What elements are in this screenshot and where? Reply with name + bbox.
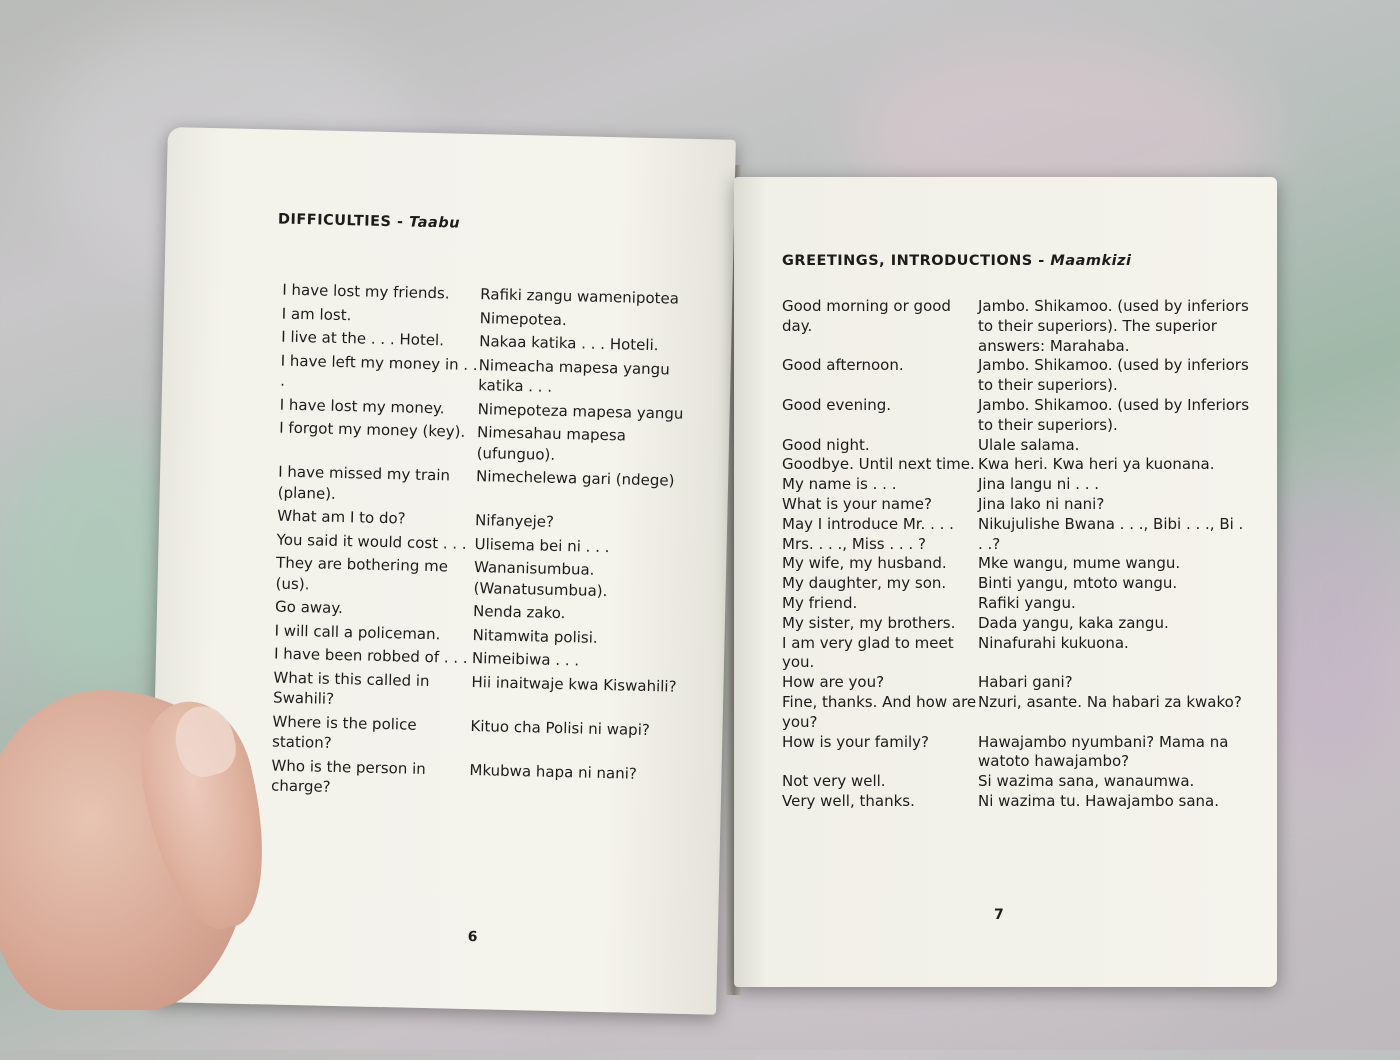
swahili-phrase: Jambo. Shikamoo. (used by inferiors to their superiors). The superior answers: Marahaba. [978, 297, 1249, 355]
right-page [734, 177, 1277, 987]
english-phrase: Good evening. [782, 395, 892, 414]
english-phrase: What is your name? [782, 494, 932, 513]
swahili-phrase: Nimechelewa gari (ndege) [475, 467, 675, 490]
swahili-phrase: Nzuri, asante. Na habari za kwako? [978, 692, 1242, 711]
swahili-phrase: Nimeacha mapesa yangu katika . . . [478, 355, 670, 396]
swahili-phrase: Dada yangu, kaka zangu. [978, 613, 1169, 632]
swahili-phrase: Nimesahau mapesa (ufunguo). [476, 423, 627, 464]
swahili-phrase: Hawajambo nyumbani? Mama na watoto hawajambo? [978, 732, 1229, 771]
swahili-phrase: Kwa heri. Kwa heri ya kuonana. [978, 455, 1215, 474]
swahili-phrase: Nimepoteza mapesa yangu [477, 399, 684, 423]
right-page-heading [782, 253, 1132, 269]
swahili-phrase: Si wazima sana, wanaumwa. [978, 772, 1195, 791]
swahili-phrase: Ninafurahi kukuona. [978, 633, 1129, 652]
english-phrase: Where is the police station? [271, 712, 417, 752]
swahili-phrase: Nimepotea. [479, 308, 567, 329]
phrase-row [782, 792, 1252, 812]
english-phrase: My friend. [782, 593, 858, 612]
phrase-row [782, 515, 1252, 555]
english-phrase: I live at the . . . Hotel. [281, 327, 445, 350]
phrase-row [279, 418, 710, 469]
right-heading-swahili: Maamkizi [1050, 253, 1132, 269]
phrase-row [782, 356, 1252, 396]
english-phrase: I am very glad to meet you. [782, 633, 954, 672]
swahili-phrase: Habari gani? [978, 673, 1073, 692]
english-phrase: My sister, my brothers. [782, 613, 956, 632]
phrase-row [782, 594, 1252, 614]
english-phrase: Go away. [274, 597, 344, 618]
english-phrase: What am I to do? [277, 506, 406, 528]
phrase-row [782, 733, 1252, 773]
left-heading-english: DIFFICULTIES - [277, 211, 404, 231]
english-phrase: You said it would cost . . . [276, 530, 467, 553]
right-page-number: 7 [994, 907, 1004, 923]
phrase-row [273, 667, 704, 718]
swahili-phrase: Kituo cha Polisi ni wapi? [470, 716, 651, 739]
swahili-phrase: Jina lako ni nani? [978, 494, 1105, 513]
swahili-phrase: Ni wazima tu. Hawajambo sana. [978, 791, 1219, 810]
english-phrase: My daughter, my son. [782, 574, 947, 593]
swahili-phrase: Ulisema bei ni . . . [474, 534, 610, 556]
phrase-row [782, 574, 1252, 594]
english-phrase: I have missed my train (plane). [277, 462, 451, 503]
english-phrase: What is this called in Swahili? [272, 668, 430, 708]
english-phrase: Fine, thanks. And how are you? [782, 692, 977, 731]
phrase-row [782, 396, 1252, 436]
swahili-phrase: Hii inaitwaje kwa Kiswahili? [471, 672, 677, 696]
swahili-phrase: Nifanyeje? [474, 511, 555, 531]
swahili-phrase: Nakaa katika . . . Hoteli. [479, 332, 659, 355]
phrase-row [275, 553, 706, 604]
english-phrase: Who is the person in charge? [270, 756, 426, 796]
swahili-phrase: Nimeibiwa . . . [471, 649, 580, 670]
phrase-row [280, 350, 711, 401]
phrase-row [782, 475, 1252, 495]
phrase-row [782, 614, 1252, 634]
english-phrase: Not very well. [782, 772, 886, 791]
swahili-phrase: Jambo. Shikamoo. (used by inferiors to their superiors). [978, 356, 1249, 395]
phrase-row [782, 673, 1252, 693]
english-phrase: May I introduce Mr. . . . Mrs. . . ., Miss . . . ? [782, 514, 954, 553]
swahili-phrase: Wananisumbua. (Wanatusumbua). [473, 558, 608, 600]
phrase-row [782, 495, 1252, 515]
open-book [160, 125, 1290, 1005]
left-phrase-list [271, 280, 713, 809]
swahili-phrase: Nenda zako. [472, 602, 566, 623]
english-phrase: I have lost my money. [279, 395, 445, 417]
english-phrase: I have left my money in . . . [280, 351, 478, 390]
phrase-row [278, 462, 709, 513]
swahili-phrase: Ulale salama. [978, 435, 1080, 454]
phrase-row [782, 455, 1252, 475]
phrase-row [272, 711, 703, 762]
english-phrase: How is your family? [782, 732, 929, 751]
left-page-number: 6 [467, 929, 478, 946]
english-phrase: How are you? [782, 673, 885, 692]
left-page-heading [278, 212, 460, 232]
english-phrase: I have been robbed of . . . [273, 644, 468, 667]
phrase-row [782, 436, 1252, 456]
english-phrase: My wife, my husband. [782, 554, 947, 573]
english-phrase: My name is . . . [782, 475, 897, 494]
swahili-phrase: Binti yangu, mtoto wangu. [978, 574, 1178, 593]
swahili-phrase: Nikujulishe Bwana . . ., Bibi . . ., Bi . . .? [978, 514, 1244, 553]
english-phrase: I am lost. [281, 304, 352, 324]
left-heading-swahili: Taabu [408, 214, 461, 232]
phrase-row [782, 634, 1252, 674]
swahili-phrase: Rafiki yangu. [978, 593, 1076, 612]
english-phrase: I have lost my friends. [282, 280, 450, 303]
phrase-row [271, 755, 702, 806]
phrase-row [782, 554, 1252, 574]
swahili-phrase: Jina langu ni . . . [978, 475, 1100, 494]
english-phrase: Good morning or good day. [782, 297, 951, 335]
english-phrase: Good night. [782, 435, 870, 454]
english-phrase: Good afternoon. [782, 356, 904, 375]
english-phrase: Very well, thanks. [782, 791, 915, 810]
phrase-row [782, 693, 1252, 733]
swahili-phrase: Rafiki zangu wamenipotea [480, 285, 680, 308]
phrase-row [782, 772, 1252, 792]
swahili-phrase: Mke wangu, mume wangu. [978, 554, 1181, 573]
swahili-phrase: Nitamwita polisi. [472, 625, 598, 647]
english-phrase: They are bothering me (us). [275, 553, 449, 593]
english-phrase: I forgot my money (key). [279, 418, 466, 441]
swahili-phrase: Jambo. Shikamoo. (used by Inferiors to their superiors). [978, 395, 1250, 434]
right-phrase-list [782, 297, 1252, 812]
swahili-phrase: Mkubwa hapa ni nani? [469, 760, 638, 783]
phrase-row [782, 297, 1252, 356]
english-phrase: I will call a policeman. [274, 621, 441, 643]
english-phrase: Goodbye. Until next time. [782, 455, 975, 474]
right-heading-english: GREETINGS, INTRODUCTIONS - [782, 253, 1045, 269]
